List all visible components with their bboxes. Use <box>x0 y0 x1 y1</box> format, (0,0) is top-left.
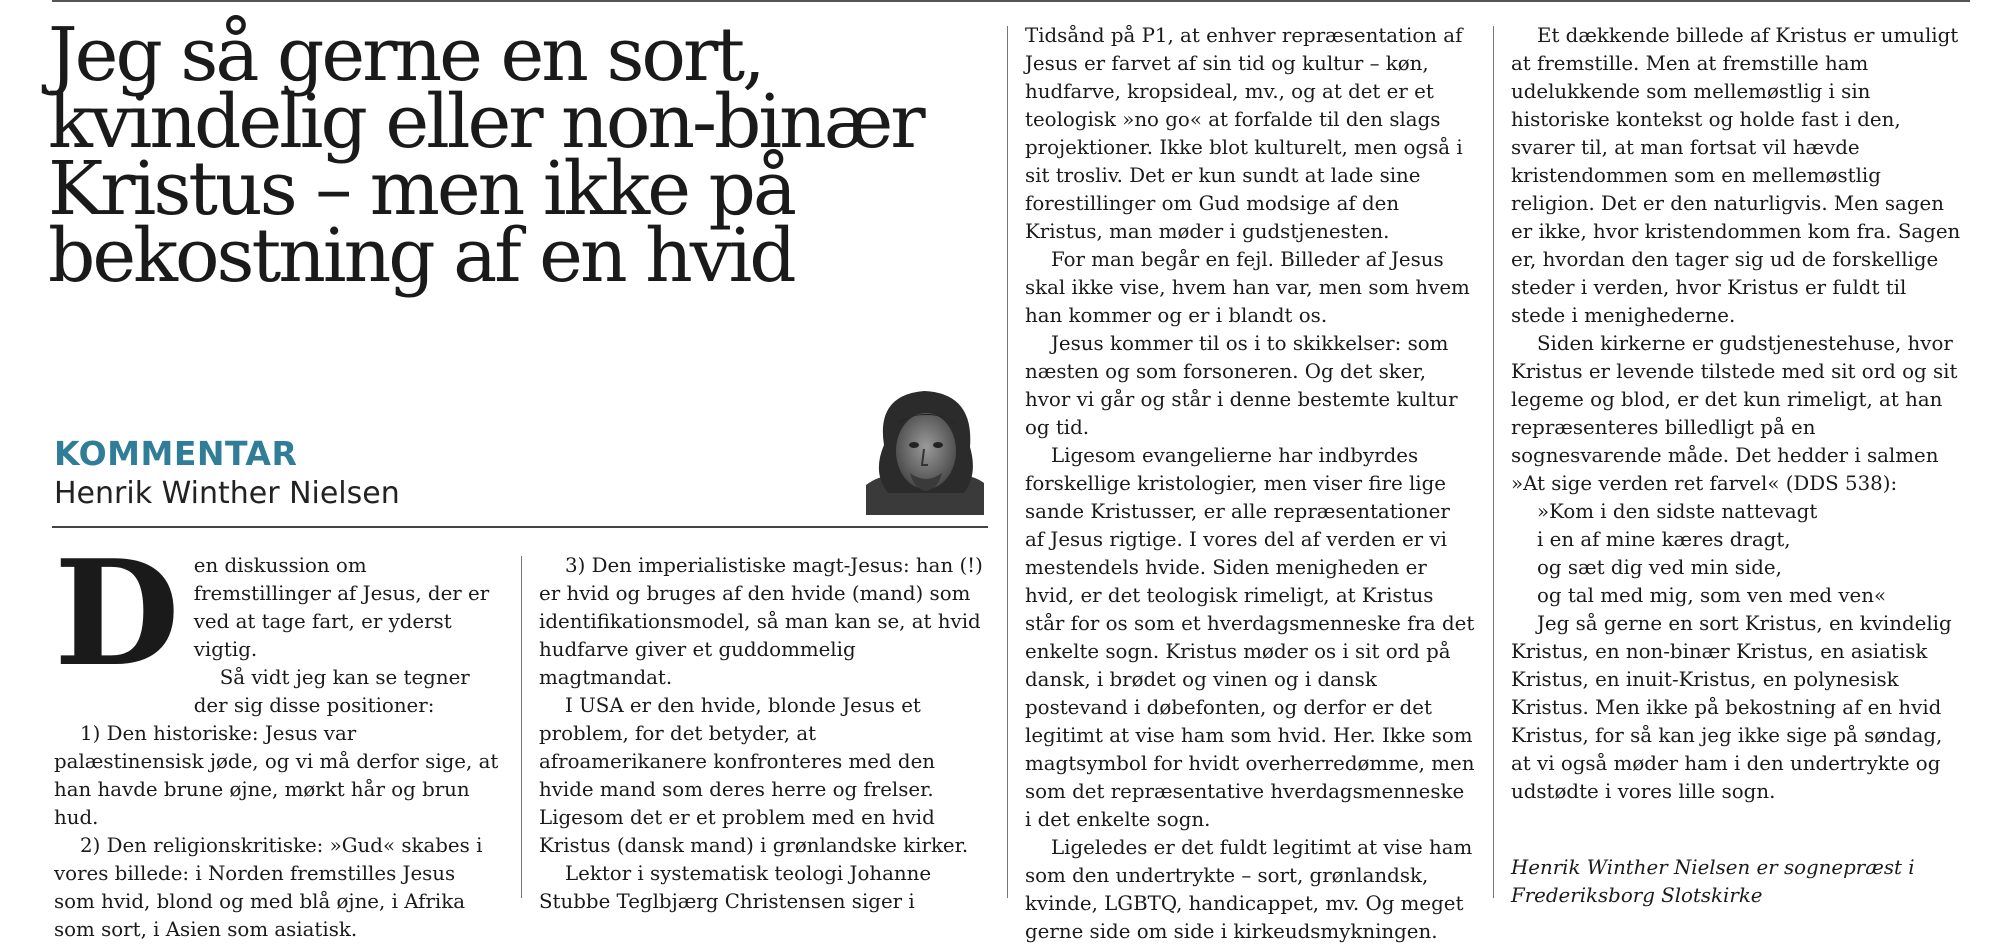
section-kicker: KOMMENTAR <box>54 434 298 473</box>
column-rule <box>1007 26 1008 898</box>
verse-line: og tal med mig, som ven med ven« <box>1537 584 1887 607</box>
article-column-2 <box>539 552 989 916</box>
paragraph: Tidsånd på P1, at enhver repræsentation af Jesus er farvet af sin tid og kultur – køn, hudfarve, kropsideal, mv., og at det er et teologisk »no go« at forfalde til den slags projektioner. Ikke blot kulturelt, men også i sit trosliv. Det er kun sundt at lade sine forestillinger om Gud modsige af den Kristus, man møder i gudstjenesten. <box>1025 24 1463 243</box>
verse-line: »Kom i den sidste nattevagt <box>1537 500 1818 523</box>
paragraph: Jeg så gerne en sort Kristus, en kvindelig Kristus, en non-binær Kristus, en asiatisk Kristus, en inuit-Kristus, en polynesisk Kristus. Men ikke på bekostning af en hvid Kristus, for så kan jeg ikke sige på søndag, at vi også møder ham i den undertrykte og udstødte i vores lille sogn. <box>1511 612 1952 803</box>
headline: Jeg så gerne en sort, kvindelig eller non-binær Kristus – men ikke på bekostning af en hvid <box>48 12 923 299</box>
byline-divider <box>52 526 988 528</box>
paragraph: Siden kirkerne er gudstjenestehuse, hvor Kristus er levende tilstede med sit ord og sit legeme og blod, er det kun rimeligt, at han repræsenteres billedligt på en sognesvarende måde. Det hedder i salmen »At sige verden ret farvel« (DDS 538): <box>1511 332 1958 495</box>
paragraph: 3) Den imperialistiske magt-Jesus: han (!) er hvid og bruges af den hvide (mand) som identifikationsmodel, så man kan se, at hvid hudfarve giver et guddommelig magtmandat. <box>539 554 983 689</box>
column-rule <box>1493 26 1494 898</box>
paragraph: I USA er den hvide, blonde Jesus et problem, for det betyder, at afroamerikanere konfronteres med den hvide mand som deres herre og frelser. Ligesom det er et problem med en hvid Kristus (dansk mand) i grønlandske kirker. <box>539 694 969 857</box>
article-column-1 <box>54 529 502 944</box>
verse-line: i en af mine kæres dragt, <box>1537 528 1791 551</box>
author-signature: Henrik Winther Nielsen er sognepræst i Frederiksborg Slotskirke <box>1511 856 1915 907</box>
paragraph: Et dækkende billede af Kristus er umuligt at fremstille. Men at fremstille ham udelukkende som mellemøstlig i sin historiske kontekst og holde fast i den, svarer til, at man fortsat vil hævde kristendommen som en mellemøstlig religion. Det er den naturligvis. Men sagen er ikke, hvor kristendommen kom fra. Sagen er, hvordan den tager sig ud de forskellige steder i verden, hvor Kristus er fuldt til stede i menighederne. <box>1511 24 1961 327</box>
author-byline: Henrik Winther Nielsen <box>54 476 400 511</box>
top-rule <box>52 0 1970 2</box>
paragraph: For man begår en fejl. Billeder af Jesus skal ikke vise, hvem han var, men som hvem han kommer og er i blandt os. <box>1025 248 1470 327</box>
author-portrait <box>866 385 984 515</box>
paragraph: en diskussion om fremstillinger af Jesus, der er ved at tage fart, er yderst vigtig. <box>193 554 490 661</box>
paragraph: 1) Den historiske: Jesus var palæstinensisk jøde, og vi må derfor sige, at han havde brune øjne, mørkt hår og brun hud. <box>54 722 499 829</box>
drop-cap: D <box>54 529 180 699</box>
paragraph: Lektor i systematisk teologi Johanne Stubbe Teglbjærg Christensen siger i <box>539 862 932 913</box>
paragraph: 2) Den religionskritiske: »Gud« skabes i vores billede: i Norden fremstilles Jesus som hvid, blond og med blå øjne, i Afrika som sort, i Asien som asiatisk. <box>54 834 483 941</box>
paragraph: Ligeledes er det fuldt legitimt at vise ham som den undertrykte – sort, grønlandsk, kvinde, LGBTQ, handicappet, mv. Og meget gerne side om side i kirkeudsmykningen. <box>1025 836 1473 943</box>
verse-line: og sæt dig ved min side, <box>1537 556 1782 579</box>
paragraph: Jesus kommer til os i to skikkelser: som næsten og som forsoneren. Og det sker, hvor vi går og står i denne bestemte kultur og tid. <box>1025 332 1458 439</box>
paragraph: Så vidt jeg kan se tegner der sig disse positioner: <box>193 666 470 717</box>
column-rule <box>521 556 522 898</box>
paragraph: Ligesom evangelierne har indbyrdes forskellige kristologier, men viser fire lige sande Kristusser, er alle repræsentationer af Jesus rigtige. I vores del af verden er vi mestendels hvide. Siden menigheden er hvid, er det teologisk rimeligt, at Kristus står for os som et hverdagsmenneske fra det enkelte sogn. Kristus møder os i sit ord på dansk, i brødet og vinen og i dansk postevand i døbefonten, og derfor er det legitimt at vise ham som hvid. Her. Ikke som magtsymbol for hvidt overherredømme, men som det repræsentative hverdagsmenneske i det enkelte sogn. <box>1025 444 1475 831</box>
article-column-3 <box>1025 22 1475 946</box>
article-column-4 <box>1511 22 1961 806</box>
